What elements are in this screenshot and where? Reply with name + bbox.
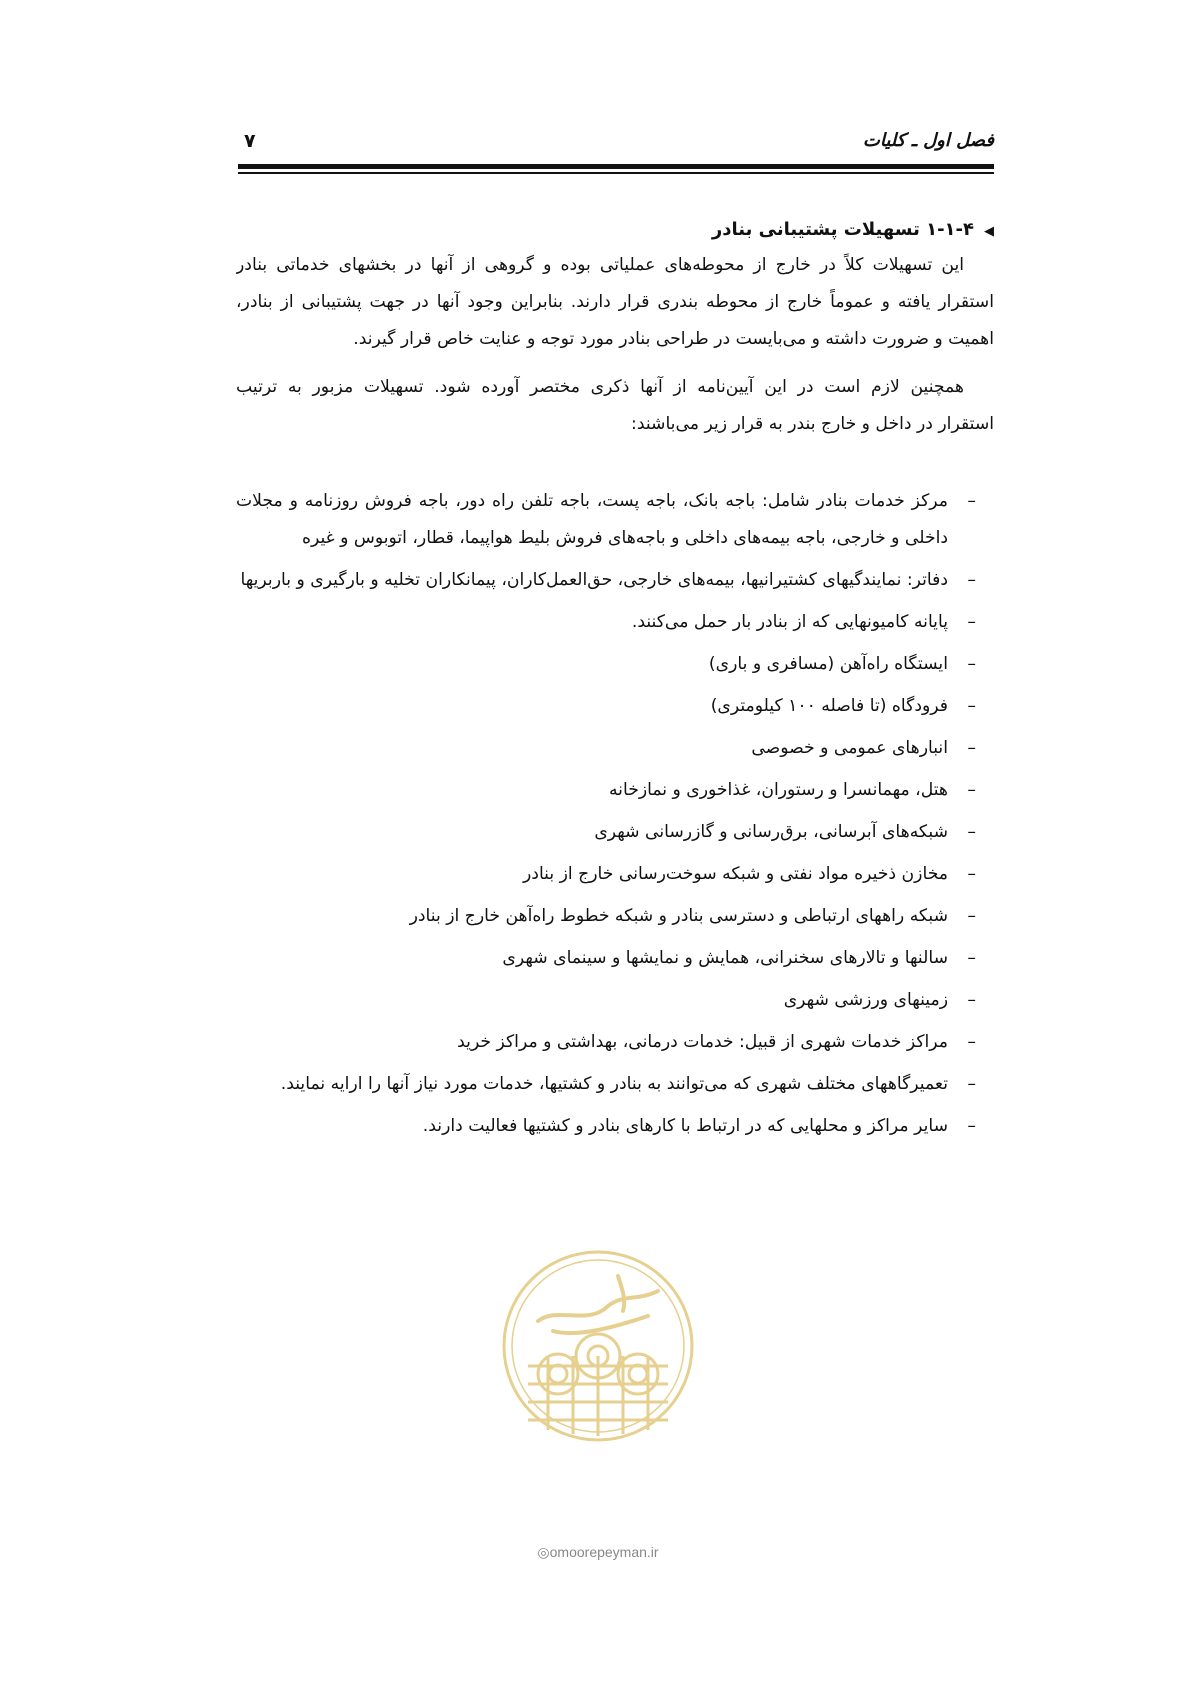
list-item-text: تعمیرگاههای مختلف شهری که می‌توانند به بنادر و کشتیها، خدمات مورد نیاز آنها را ارایه نمایند. bbox=[280, 1074, 948, 1094]
list-item bbox=[236, 483, 994, 557]
dash-bullet: – bbox=[967, 1074, 976, 1094]
list-item bbox=[236, 898, 994, 935]
paragraph-line: همچنین لازم است در این آیین‌نامه از آنها ذکری مختصر آورده شود. تسهیلات مزبور به ترتیب bbox=[236, 377, 964, 397]
watermark-logo bbox=[498, 1246, 698, 1446]
list-item bbox=[236, 772, 994, 809]
header-rule-thick bbox=[238, 164, 994, 169]
dash-bullet: – bbox=[967, 906, 976, 926]
list-item bbox=[236, 982, 994, 1019]
dash-bullet: – bbox=[967, 696, 976, 716]
paragraph-2 bbox=[236, 369, 994, 443]
list-item bbox=[236, 604, 994, 641]
dash-bullet: – bbox=[967, 612, 976, 632]
dash-bullet: – bbox=[967, 491, 976, 511]
list-item-text: ایستگاه راه‌آهن (مسافری و باری) bbox=[708, 654, 948, 674]
dash-bullet: – bbox=[967, 570, 976, 590]
list-item bbox=[236, 1066, 994, 1103]
header-rule-thin bbox=[238, 172, 994, 174]
list-item-text: شبکه راههای ارتباطی و دسترسی بنادر و شبکه خطوط راه‌آهن خارج از بنادر bbox=[409, 906, 948, 926]
list-item bbox=[236, 688, 994, 725]
list-item-text: مخازن ذخیره مواد نفتی و شبکه سوخت‌رسانی خارج از بنادر bbox=[522, 864, 948, 884]
list-item-text: هتل، مهمانسرا و رستوران، غذاخوری و نمازخانه bbox=[608, 780, 948, 800]
paragraph-line: اهمیت و ضرورت داشته و می‌بایست در طراحی بنادر مورد توجه و عنایت خاص قرار گیرند. bbox=[353, 329, 994, 349]
copyright-icon: ◎ bbox=[537, 1544, 550, 1560]
list-item-text: زمینهای ورزشی شهری bbox=[783, 990, 948, 1010]
list-item bbox=[236, 940, 994, 977]
paragraph-line: استقرار یافته و عموماً خارج از محوطه بندری قرار دارند. بنابراین وجود آنها در جهت پشتیبانی از بنادر، bbox=[236, 292, 994, 312]
facilities-list bbox=[236, 483, 994, 1150]
list-item-text: شبکه‌های آبرسانی، برق‌رسانی و گازرسانی شهری bbox=[594, 822, 948, 842]
list-item bbox=[236, 646, 994, 683]
dash-bullet: – bbox=[967, 1032, 976, 1052]
list-item-text: دفاتر: نمایندگیهای کشتیرانیها، بیمه‌های خارجی، حق‌العمل‌کاران، پیمانکاران تخلیه و بارگیری و باربریها bbox=[240, 570, 948, 590]
list-item bbox=[236, 856, 994, 893]
watermark-site bbox=[498, 1544, 698, 1561]
paragraph-line: استقرار در داخل و خارج بندر به قرار زیر می‌باشند: bbox=[631, 414, 994, 434]
list-item-text: پایانه کامیونهایی که از بنادر بار حمل می‌کنند. bbox=[631, 612, 948, 632]
list-item-text: فرودگاه (تا فاصله ۱۰۰ کیلومتری) bbox=[710, 696, 948, 716]
section-heading-text: ۱-۱-۴ تسهیلات پشتیبانی بنادر bbox=[711, 219, 974, 240]
dash-bullet: – bbox=[967, 948, 976, 968]
section-heading bbox=[234, 219, 994, 240]
dash-bullet: – bbox=[967, 990, 976, 1010]
paragraph-line: این تسهیلات کلاً در خارج از محوطه‌های عملیاتی بوده و گروهی از آنها در بخشهای خدماتی بنادر bbox=[236, 255, 964, 275]
paragraph-1 bbox=[236, 247, 994, 358]
dash-bullet: – bbox=[967, 654, 976, 674]
list-item bbox=[236, 1024, 994, 1061]
dash-bullet: – bbox=[967, 738, 976, 758]
list-item bbox=[236, 562, 994, 599]
list-item-text: مراکز خدمات شهری از قبیل: خدمات درمانی، بهداشتی و مراکز خرید bbox=[457, 1032, 948, 1052]
dash-bullet: – bbox=[967, 1116, 976, 1136]
list-item-text: مرکز خدمات بنادر شامل: باجه بانک، باجه پست، باجه تلفن راه دور، باجه فروش روزنامه و مجلات داخلی و خارجی، باجه بیمه‌های داخلی و باجه‌های فروش بلیط هواپیما، قطار، اتوبوس و غیره bbox=[236, 491, 948, 548]
list-item-text: سالنها و تالارهای سخنرانی، همایش و نمایشها و سینمای شهری bbox=[502, 948, 948, 968]
list-item bbox=[236, 730, 994, 767]
triangle-bullet-icon: ◀ bbox=[984, 224, 994, 239]
list-item bbox=[236, 1108, 994, 1145]
list-item-text: سایر مراکز و محلهایی که در ارتباط با کارهای بنادر و کشتیها فعالیت دارند. bbox=[422, 1116, 948, 1136]
dash-bullet: – bbox=[967, 864, 976, 884]
dash-bullet: – bbox=[967, 780, 976, 800]
list-item bbox=[236, 814, 994, 851]
dash-bullet: – bbox=[967, 822, 976, 842]
page-number: ۷ bbox=[244, 130, 256, 152]
watermark-site-text: omoorepeyman.ir bbox=[549, 1544, 659, 1560]
chapter-title: فصل اول ـ کلیات bbox=[862, 130, 994, 151]
list-item-text: انبارهای عمومی و خصوصی bbox=[751, 738, 948, 758]
